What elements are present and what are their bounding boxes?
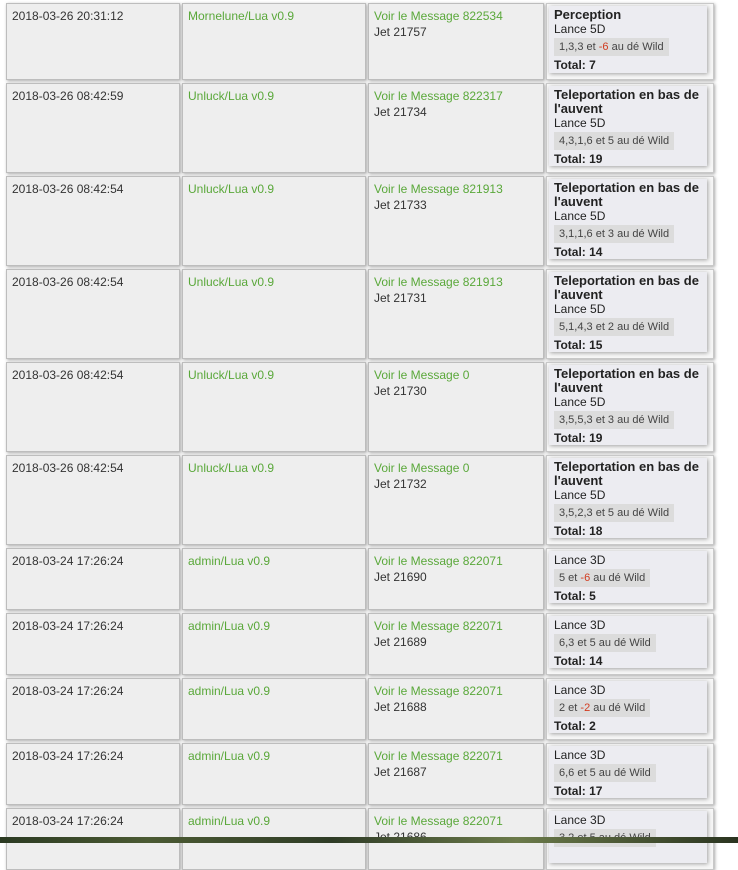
message-link[interactable]: Voir le Message 822071 — [374, 554, 503, 568]
roll-launch: Lance 5D — [554, 22, 606, 36]
roll-total: Total: 19 — [554, 431, 603, 445]
roll-card — [549, 365, 707, 445]
message-cell — [368, 362, 544, 452]
roll-cell — [546, 83, 714, 173]
roll-total: Total: 17 — [554, 784, 603, 798]
dice-result — [554, 569, 650, 587]
jet-id: Jet 21732 — [374, 477, 427, 491]
dice-result — [554, 504, 674, 522]
roll-cell — [546, 613, 714, 675]
user-link[interactable]: Unluck/Lua v0.9 — [188, 275, 275, 289]
dice-result — [554, 699, 650, 717]
roll-total: Total: 19 — [554, 152, 603, 166]
message-cell — [368, 678, 544, 740]
roll-card — [549, 551, 707, 603]
jet-id: Jet 21757 — [374, 25, 427, 39]
roll-title: Teleportation en bas de l'auvent — [554, 180, 699, 209]
dice-result — [554, 764, 656, 782]
roll-card — [549, 86, 707, 166]
roll-total: Total: 14 — [554, 245, 603, 259]
roll-card — [549, 616, 707, 668]
dice-values: 6,6 et 5 au dé Wild — [559, 767, 651, 779]
message-link[interactable]: Voir le Message 822534 — [374, 9, 503, 23]
dice-values: 6,3 et 5 au dé Wild — [559, 637, 651, 649]
roll-cell — [546, 176, 714, 266]
user-cell — [182, 743, 366, 805]
message-link[interactable]: Voir le Message 822071 — [374, 684, 503, 698]
roll-cell — [546, 678, 714, 740]
message-link[interactable]: Voir le Message 821913 — [374, 182, 503, 196]
background-strip — [0, 837, 738, 843]
roll-launch: Lance 3D — [554, 748, 606, 762]
user-cell — [182, 548, 366, 610]
roll-title: Teleportation en bas de l'auvent — [554, 273, 699, 302]
roll-launch: Lance 5D — [554, 395, 606, 409]
roll-card — [549, 681, 707, 733]
user-cell — [182, 3, 366, 80]
user-link[interactable]: Mornelune/Lua v0.9 — [188, 9, 295, 23]
roll-total: Total: 5 — [554, 589, 596, 603]
date-cell: 2018-03-24 17:26:24 — [6, 678, 180, 740]
date-cell: 2018-03-26 08:42:54 — [6, 176, 180, 266]
table-row — [0, 3, 738, 80]
message-cell — [368, 548, 544, 610]
dice-values: 3,5,2,3 et 5 au dé Wild — [559, 507, 670, 519]
jet-id: Jet 21687 — [374, 765, 427, 779]
message-link[interactable]: Voir le Message 822071 — [374, 619, 503, 633]
message-cell — [368, 3, 544, 80]
jet-id: Jet 21688 — [374, 700, 427, 714]
dice-values: 4,3,1,6 et 5 au dé Wild — [559, 135, 670, 147]
message-link[interactable]: Voir le Message 0 — [374, 461, 470, 475]
user-cell — [182, 678, 366, 740]
roll-total: Total: 7 — [554, 58, 596, 72]
date-cell: 2018-03-24 17:26:24 — [6, 808, 180, 870]
date-cell: 2018-03-24 17:26:24 — [6, 613, 180, 675]
dice-wild-negative: -2 — [580, 702, 591, 714]
roll-cell — [546, 455, 714, 545]
table-row — [0, 362, 738, 452]
dice-suffix: au dé Wild — [593, 572, 646, 584]
message-cell — [368, 176, 544, 266]
date-cell: 2018-03-26 08:42:54 — [6, 362, 180, 452]
roll-card — [549, 746, 707, 798]
message-link[interactable]: Voir le Message 0 — [374, 368, 470, 382]
message-link[interactable]: Voir le Message 821913 — [374, 275, 503, 289]
roll-card — [549, 6, 707, 73]
roll-launch: Lance 3D — [554, 813, 606, 827]
roll-title: Teleportation en bas de l'auvent — [554, 366, 699, 395]
dice-suffix: au dé Wild — [593, 702, 646, 714]
roll-launch: Lance 5D — [554, 488, 606, 502]
dice-values: 5 et — [559, 572, 578, 584]
dice-result — [554, 318, 674, 336]
user-cell — [182, 613, 366, 675]
table-row — [0, 269, 738, 359]
user-cell — [182, 176, 366, 266]
roll-cell — [546, 269, 714, 359]
roll-card — [549, 272, 707, 352]
date-cell: 2018-03-26 20:31:12 — [6, 3, 180, 80]
roll-launch: Lance 5D — [554, 209, 606, 223]
jet-id: Jet 21734 — [374, 105, 427, 119]
date-cell: 2018-03-26 08:42:54 — [6, 269, 180, 359]
dice-suffix: au dé Wild — [611, 41, 664, 53]
user-link[interactable]: Unluck/Lua v0.9 — [188, 182, 275, 196]
dice-result — [554, 225, 674, 243]
table-row — [0, 678, 738, 740]
user-link[interactable]: admin/Lua v0.9 — [188, 814, 271, 828]
user-link[interactable]: admin/Lua v0.9 — [188, 749, 271, 763]
message-link[interactable]: Voir le Message 822071 — [374, 814, 503, 828]
user-link[interactable]: admin/Lua v0.9 — [188, 684, 271, 698]
dice-values: 3,1,1,6 et 3 au dé Wild — [559, 228, 670, 240]
date-cell: 2018-03-26 08:42:54 — [6, 455, 180, 545]
message-link[interactable]: Voir le Message 822071 — [374, 749, 503, 763]
jet-id: Jet 21690 — [374, 570, 427, 584]
message-link[interactable]: Voir le Message 822317 — [374, 89, 503, 103]
roll-card — [549, 458, 707, 538]
roll-launch: Lance 3D — [554, 553, 606, 567]
dice-result — [554, 411, 674, 429]
table-row — [0, 613, 738, 675]
roll-launch: Lance 5D — [554, 116, 606, 130]
user-link[interactable]: Unluck/Lua v0.9 — [188, 89, 275, 103]
dice-wild-negative: -6 — [598, 41, 609, 53]
dice-result — [554, 38, 669, 56]
user-link[interactable]: admin/Lua v0.9 — [188, 554, 271, 568]
message-cell — [368, 83, 544, 173]
dice-values: 1,3,3 et — [559, 41, 596, 53]
user-cell — [182, 362, 366, 452]
roll-launch: Lance 3D — [554, 683, 606, 697]
message-cell — [368, 269, 544, 359]
jet-id: Jet 21733 — [374, 198, 427, 212]
roll-launch: Lance 3D — [554, 618, 606, 632]
roll-cell — [546, 743, 714, 805]
roll-title: Teleportation en bas de l'auvent — [554, 87, 699, 116]
message-cell — [368, 613, 544, 675]
user-link[interactable]: Unluck/Lua v0.9 — [188, 368, 275, 382]
date-cell: 2018-03-26 08:42:59 — [6, 83, 180, 173]
message-cell — [368, 743, 544, 805]
roll-total: Total: 2 — [554, 719, 596, 733]
user-cell — [182, 455, 366, 545]
dice-result — [554, 132, 674, 150]
table-row — [0, 83, 738, 173]
date-cell: 2018-03-24 17:26:24 — [6, 548, 180, 610]
roll-cell — [546, 3, 714, 80]
dice-values: 3,5,5,3 et 3 au dé Wild — [559, 414, 670, 426]
table-row — [0, 743, 738, 805]
jet-id: Jet 21689 — [374, 635, 427, 649]
table-row — [0, 176, 738, 266]
roll-cell — [546, 548, 714, 610]
roll-title: Teleportation en bas de l'auvent — [554, 459, 699, 488]
roll-card — [549, 179, 707, 259]
roll-total: Total: 15 — [554, 338, 603, 352]
table-row — [0, 455, 738, 545]
jet-id: Jet 21730 — [374, 384, 427, 398]
user-cell — [182, 83, 366, 173]
table-row — [0, 548, 738, 610]
jet-id: Jet 21731 — [374, 291, 427, 305]
dice-values: 2 et — [559, 702, 578, 714]
roll-cell — [546, 362, 714, 452]
dice-values: 5,1,4,3 et 2 au dé Wild — [559, 321, 670, 333]
roll-title: Perception — [554, 7, 622, 22]
dice-wild-negative: -6 — [580, 572, 591, 584]
roll-launch: Lance 5D — [554, 302, 606, 316]
user-link[interactable]: Unluck/Lua v0.9 — [188, 461, 275, 475]
date-cell: 2018-03-24 17:26:24 — [6, 743, 180, 805]
message-cell — [368, 455, 544, 545]
user-link[interactable]: admin/Lua v0.9 — [188, 619, 271, 633]
roll-total: Total: 18 — [554, 524, 603, 538]
roll-total: Total: 14 — [554, 654, 603, 668]
dice-result — [554, 634, 656, 652]
user-cell — [182, 269, 366, 359]
